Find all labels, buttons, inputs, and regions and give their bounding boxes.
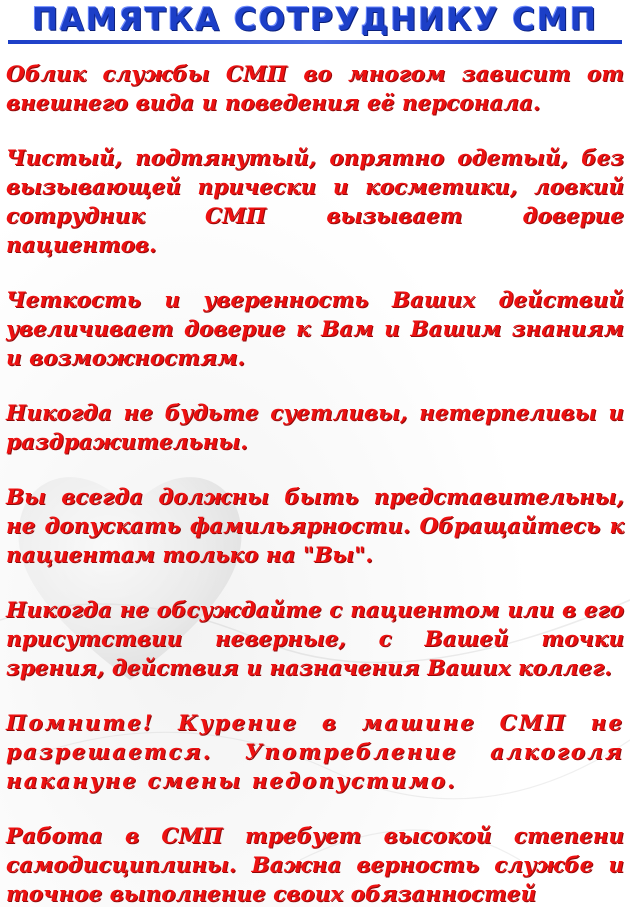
memo-paragraph-2: Чистый, подтянутый, опрятно одетый, без вызывающей прически и косметики, ловкий сотрудник СМП вызывает доверие пациентов. — [6, 146, 624, 258]
memo-paragraph-8: Работа в СМП требует высокой степени самодисциплины. Важна верность службе и точное выполнение своих обязанностей — [6, 824, 624, 907]
memo-paragraph-1: Облик службы СМП во многом зависит от внешнего вида и поведения её персонала. — [6, 62, 624, 116]
memo-paragraph-4: Никогда не будьте суетливы, нетерпеливы и раздражительны. — [6, 401, 624, 455]
page-title: ПАМЯТКА СОТРУДНИКУ СМП — [32, 2, 598, 38]
memo-paragraph-3: Четкость и уверенность Ваших действий увеличивает доверие к Вам и Вашим знаниям и возможностям. — [6, 288, 624, 371]
title-underline — [8, 40, 622, 44]
memo-paragraph-7: Помните! Курение в машине СМП не разрешается. Употребление алкоголя накануне смены недопустимо. — [6, 711, 624, 794]
memo-paragraph-5: Вы всегда должны быть представительны, не допускать фамильярности. Обращайтесь к пациентам только на "Вы". — [6, 485, 624, 568]
memo-paragraph-6: Никогда не обсуждайте с пациентом или в его присутствии неверные, с Вашей точки зрения, действия и назначения Ваших коллег. — [6, 598, 624, 681]
memo-content — [6, 60, 624, 907]
